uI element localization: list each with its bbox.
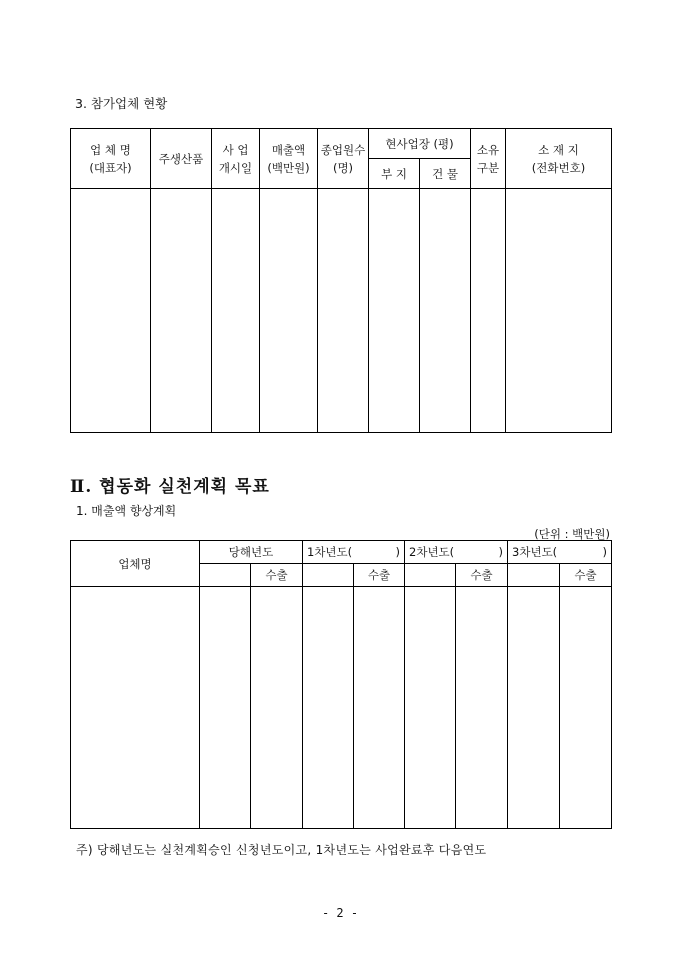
header-ownership: 소유 구분 [471, 129, 506, 189]
unit-label: (단위 : 백만원) [534, 527, 610, 541]
table-row [71, 587, 612, 829]
footnote: 주) 당해년도는 실천계획승인 신청년도이고, 1차년도는 사업완료후 다음연도 [76, 843, 487, 857]
page-number: - 2 - [321, 906, 359, 920]
header-export: 수출 [251, 564, 303, 587]
sales-plan-table [70, 540, 612, 829]
header-company-name: 업체명 [71, 541, 200, 587]
header-location: 소 재 지 (전화번호) [506, 129, 612, 189]
header-export: 수출 [560, 564, 612, 587]
header-site: 현사업장 (평) [369, 129, 471, 159]
header-year1: 1차년도( ) [303, 541, 405, 564]
header-site-land: 부 지 [369, 159, 420, 189]
header-year2: 2차년도( ) [405, 541, 508, 564]
header-company: 업 체 명 (대표자) [71, 129, 151, 189]
header-sales: 매출액 (백만원) [260, 129, 318, 189]
part-heading-cooperation-plan: Ⅱ. 협동화 실천계획 목표 [70, 477, 270, 497]
header-export: 수출 [456, 564, 508, 587]
section-heading-participants: 3. 참가업체 현황 [75, 96, 168, 111]
header-current-year: 당해년도 [200, 541, 303, 564]
header-start-date: 사 업 개시일 [212, 129, 260, 189]
sub-heading-sales-plan: 1. 매출액 향상계획 [76, 504, 177, 518]
header-year3: 3차년도( ) [508, 541, 612, 564]
header-main-product: 주생산품 [151, 129, 212, 189]
header-employees: 종업원수 (명) [318, 129, 369, 189]
header-export: 수출 [354, 564, 405, 587]
table-row [71, 189, 612, 433]
participants-table [70, 128, 612, 433]
header-site-building: 건 물 [420, 159, 471, 189]
